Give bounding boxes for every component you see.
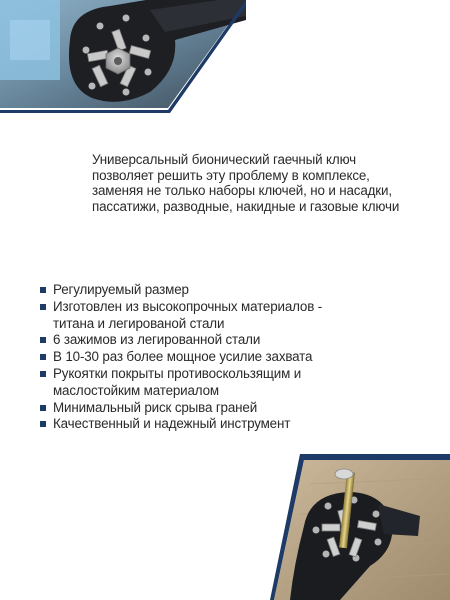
intro-line: заменяя не только наборы ключей, но и насадки, [92,183,392,199]
square-bullet-icon [40,371,46,377]
feature-item [40,332,370,349]
feature-text: Регулируемый размер [53,282,189,297]
feature-item [40,416,370,433]
wrench-gripping-bolt-image [270,454,450,600]
square-bullet-icon [40,421,46,427]
intro-line: позволяет решить эту проблему в комплексе, [92,167,370,183]
wrench-on-nut-image [0,0,246,114]
feature-text: Минимальный риск срыва граней [53,399,258,415]
features-list [40,282,370,433]
intro-line: пассатижи, разводные, накидные и газовые ключи [92,198,400,214]
top-product-photo [0,0,246,114]
feature-text: В 10-30 раз более мощное усилие захвата [53,349,313,365]
bottom-product-photo [270,454,450,600]
feature-item [40,366,370,400]
feature-text: Рукоятки покрыты противоскользящим и [53,365,302,381]
feature-item [40,299,370,333]
feature-text: Качественный и надежный инструмент [53,416,291,432]
intro-line: Универсальный бионический гаечный ключ [92,152,357,167]
feature-item [40,400,370,417]
square-bullet-icon [40,405,46,411]
feature-text: титана и легированой стали [53,315,225,331]
feature-text: Изготовлен из высокопрочных материалов - [53,298,323,314]
square-bullet-icon [40,287,46,293]
intro-paragraph [92,152,432,214]
feature-text: маслостойким материалом [53,382,219,398]
square-bullet-icon [40,304,46,310]
square-bullet-icon [40,337,46,343]
feature-item [40,282,370,299]
square-bullet-icon [40,354,46,360]
feature-item [40,349,370,366]
feature-text: 6 зажимов из легированной стали [53,332,261,348]
